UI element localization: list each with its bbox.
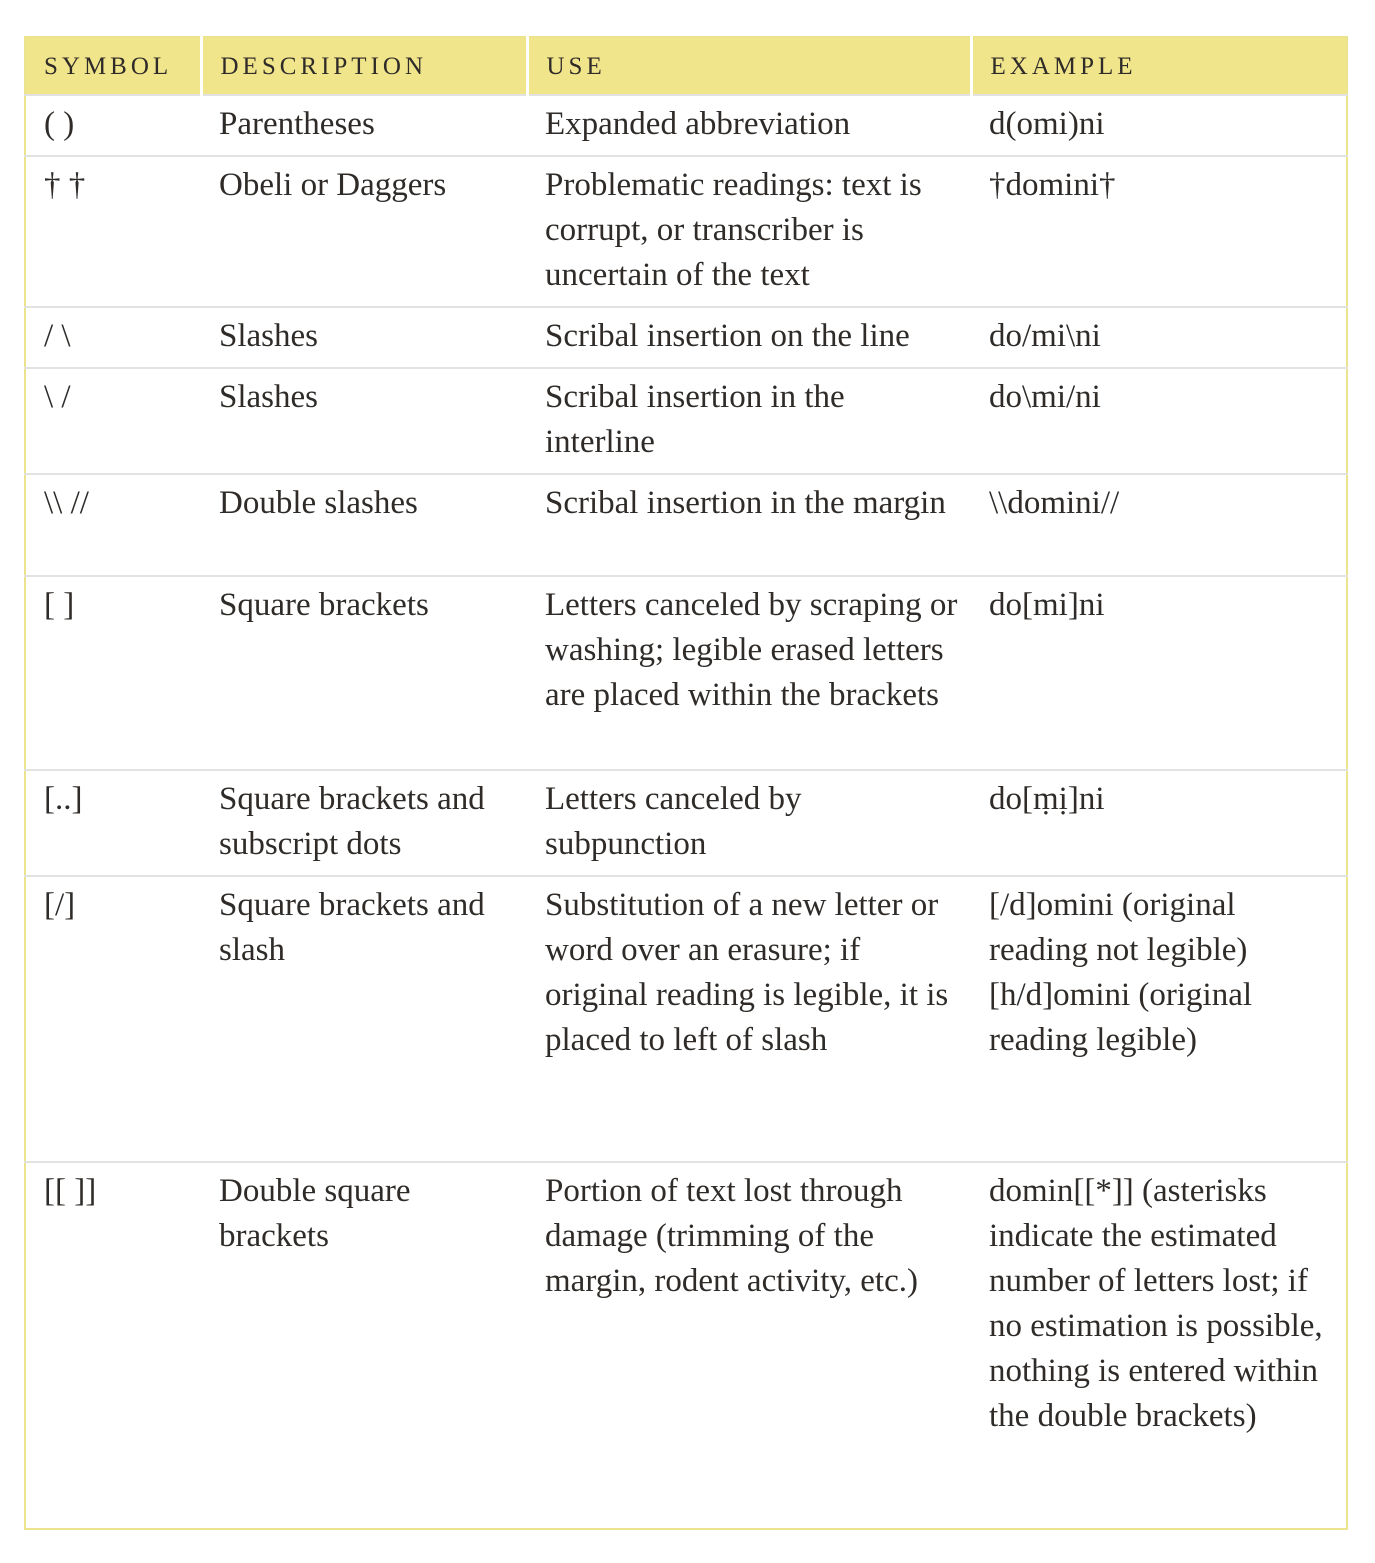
use-cell: Scribal insertion on the line (545, 318, 910, 354)
use-cell: Letters canceled by subpunction (545, 781, 802, 862)
example-cell: do[mi]ni (989, 587, 1105, 623)
description-cell: Double square brackets (219, 1173, 411, 1254)
table-row (25, 474, 1347, 576)
header-use: USE (527, 37, 971, 95)
table-row (25, 156, 1347, 307)
table-row (25, 770, 1347, 876)
table-row (25, 95, 1347, 156)
description-cell: Slashes (219, 379, 318, 415)
symbol-cell: [/] (44, 887, 76, 923)
symbol-cell: [..] (44, 781, 83, 817)
header-symbol: SYMBOL (25, 37, 201, 95)
table-row (25, 576, 1347, 770)
example-cell: d(omi)ni (989, 106, 1105, 142)
table-row (25, 876, 1347, 1162)
conventions-table-container (24, 36, 1346, 1530)
description-cell: Slashes (219, 318, 318, 354)
symbol-cell: [[ ]] (44, 1173, 97, 1209)
symbol-cell: / \ (44, 318, 71, 354)
symbol-cell: ( ) (44, 106, 75, 142)
symbol-cell: [ ] (44, 587, 75, 623)
symbol-cell: \\ // (44, 485, 89, 521)
use-cell: Problematic readings: text is corrupt, or transcriber is uncertain of the text (545, 167, 922, 293)
description-cell: Square brackets (219, 587, 429, 623)
example-cell: †domini† (989, 167, 1116, 203)
description-cell: Square brackets and slash (219, 887, 485, 968)
transcription-conventions-table (24, 36, 1348, 1530)
use-cell: Scribal insertion in the interline (545, 379, 845, 460)
description-cell: Double slashes (219, 485, 418, 521)
use-cell: Scribal insertion in the margin (545, 485, 946, 521)
table-row (25, 1162, 1347, 1529)
example-cell: [/d]omini (original reading not legible) [h/d]omini (original reading legible) (989, 887, 1253, 1058)
table-row (25, 307, 1347, 368)
use-cell: Substitution of a new letter or word over an erasure; if original reading is legible, it is placed to left of slash (545, 887, 949, 1058)
use-cell: Expanded abbreviation (545, 106, 851, 142)
description-cell: Square brackets and subscript dots (219, 781, 485, 862)
table-row (25, 368, 1347, 474)
description-cell: Parentheses (219, 106, 375, 142)
symbol-cell: † † (44, 167, 86, 203)
example-cell: \\domini// (989, 485, 1120, 521)
use-cell: Letters canceled by scraping or washing; legible erased letters are placed within the brackets (545, 587, 958, 713)
header-example: EXAMPLE (990, 53, 1137, 80)
header-description: DESCRIPTION (201, 37, 527, 95)
example-cell: domin[[*]] (asterisks indicate the estimated number of letters lost; if no estimation is possible, nothing is entered within the double brackets) (989, 1173, 1323, 1434)
description-cell: Obeli or Daggers (219, 167, 447, 203)
use-cell: Portion of text lost through damage (trimming of the margin, rodent activity, etc.) (545, 1173, 918, 1299)
example-cell: do[ṃị]ni (989, 781, 1105, 817)
example-cell: do/mi\ni (989, 318, 1101, 354)
symbol-cell: \ / (44, 379, 71, 415)
table-header-row (25, 37, 1347, 95)
example-cell: do\mi/ni (989, 379, 1101, 415)
